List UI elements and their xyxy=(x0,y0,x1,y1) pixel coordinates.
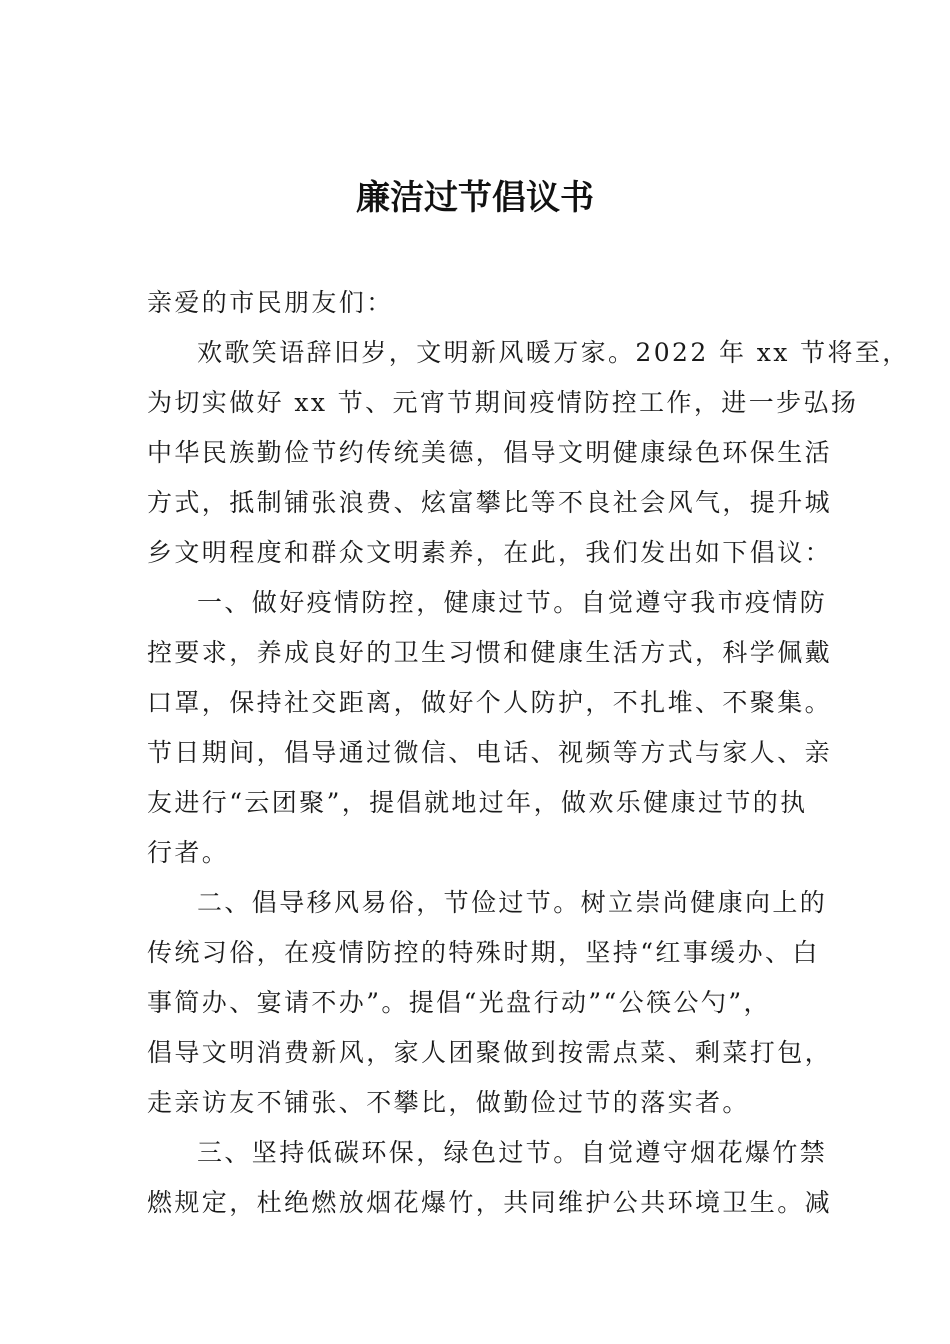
paragraph-line: 三、坚持低碳环保，绿色过节。自觉遵守烟花爆竹禁 xyxy=(197,1138,828,1167)
paragraph-line: 口罩，保持社交距离，做好个人防护，不扎堆、不聚集。 xyxy=(147,688,833,717)
paragraph-line: 友进行“云团聚”，提倡就地过年，做欢乐健康过节的执 xyxy=(147,788,808,817)
paragraph-line: 燃规定，杜绝燃放烟花爆竹，共同维护公共环境卫生。减 xyxy=(147,1188,833,1217)
paragraph-line: 中华民族勤俭节约传统美德，倡导文明健康绿色环保生活 xyxy=(147,438,833,467)
paragraph-line: 控要求，养成良好的卫生习惯和健康生活方式，科学佩戴 xyxy=(147,638,833,667)
paragraph-line: 行者。 xyxy=(147,838,230,867)
paragraph-line: 为切实做好 xx 节、元宵节期间疫情防控工作，进一步弘扬 xyxy=(147,388,859,417)
paragraph-line: 二、倡导移风易俗，节俭过节。树立崇尚健康向上的 xyxy=(197,888,828,917)
paragraph-line: 方式，抵制铺张浪费、炫富攀比等不良社会风气，提升城 xyxy=(147,488,833,517)
document-body xyxy=(147,278,910,1228)
paragraph-line: 乡文明程度和群众文明素养，在此，我们发出如下倡议： xyxy=(147,538,833,567)
salutation-line: 亲爱的市民朋友们： xyxy=(147,288,394,317)
paragraph-line: 传统习俗，在疫情防控的特殊时期，坚持“红事缓办、白 xyxy=(147,938,820,967)
paragraph-line: 走亲访友不铺张、不攀比，做勤俭过节的落实者。 xyxy=(147,1088,750,1117)
paragraph-line: 事简办、宴请不办”。提倡“光盘行动”“公筷公勺”， xyxy=(147,988,771,1017)
paragraph-line: 欢歌笑语辞旧岁，文明新风暖万家。2022 年 xx 节将至， xyxy=(197,338,910,367)
document-title: 廉洁过节倡议书 xyxy=(356,178,594,218)
paragraph-line: 一、做好疫情防控，健康过节。自觉遵守我市疫情防 xyxy=(197,588,828,617)
paragraph-line: 节日期间，倡导通过微信、电话、视频等方式与家人、亲 xyxy=(147,738,833,767)
paragraph-line: 倡导文明消费新风，家人团聚做到按需点菜、剩菜打包， xyxy=(147,1038,833,1067)
